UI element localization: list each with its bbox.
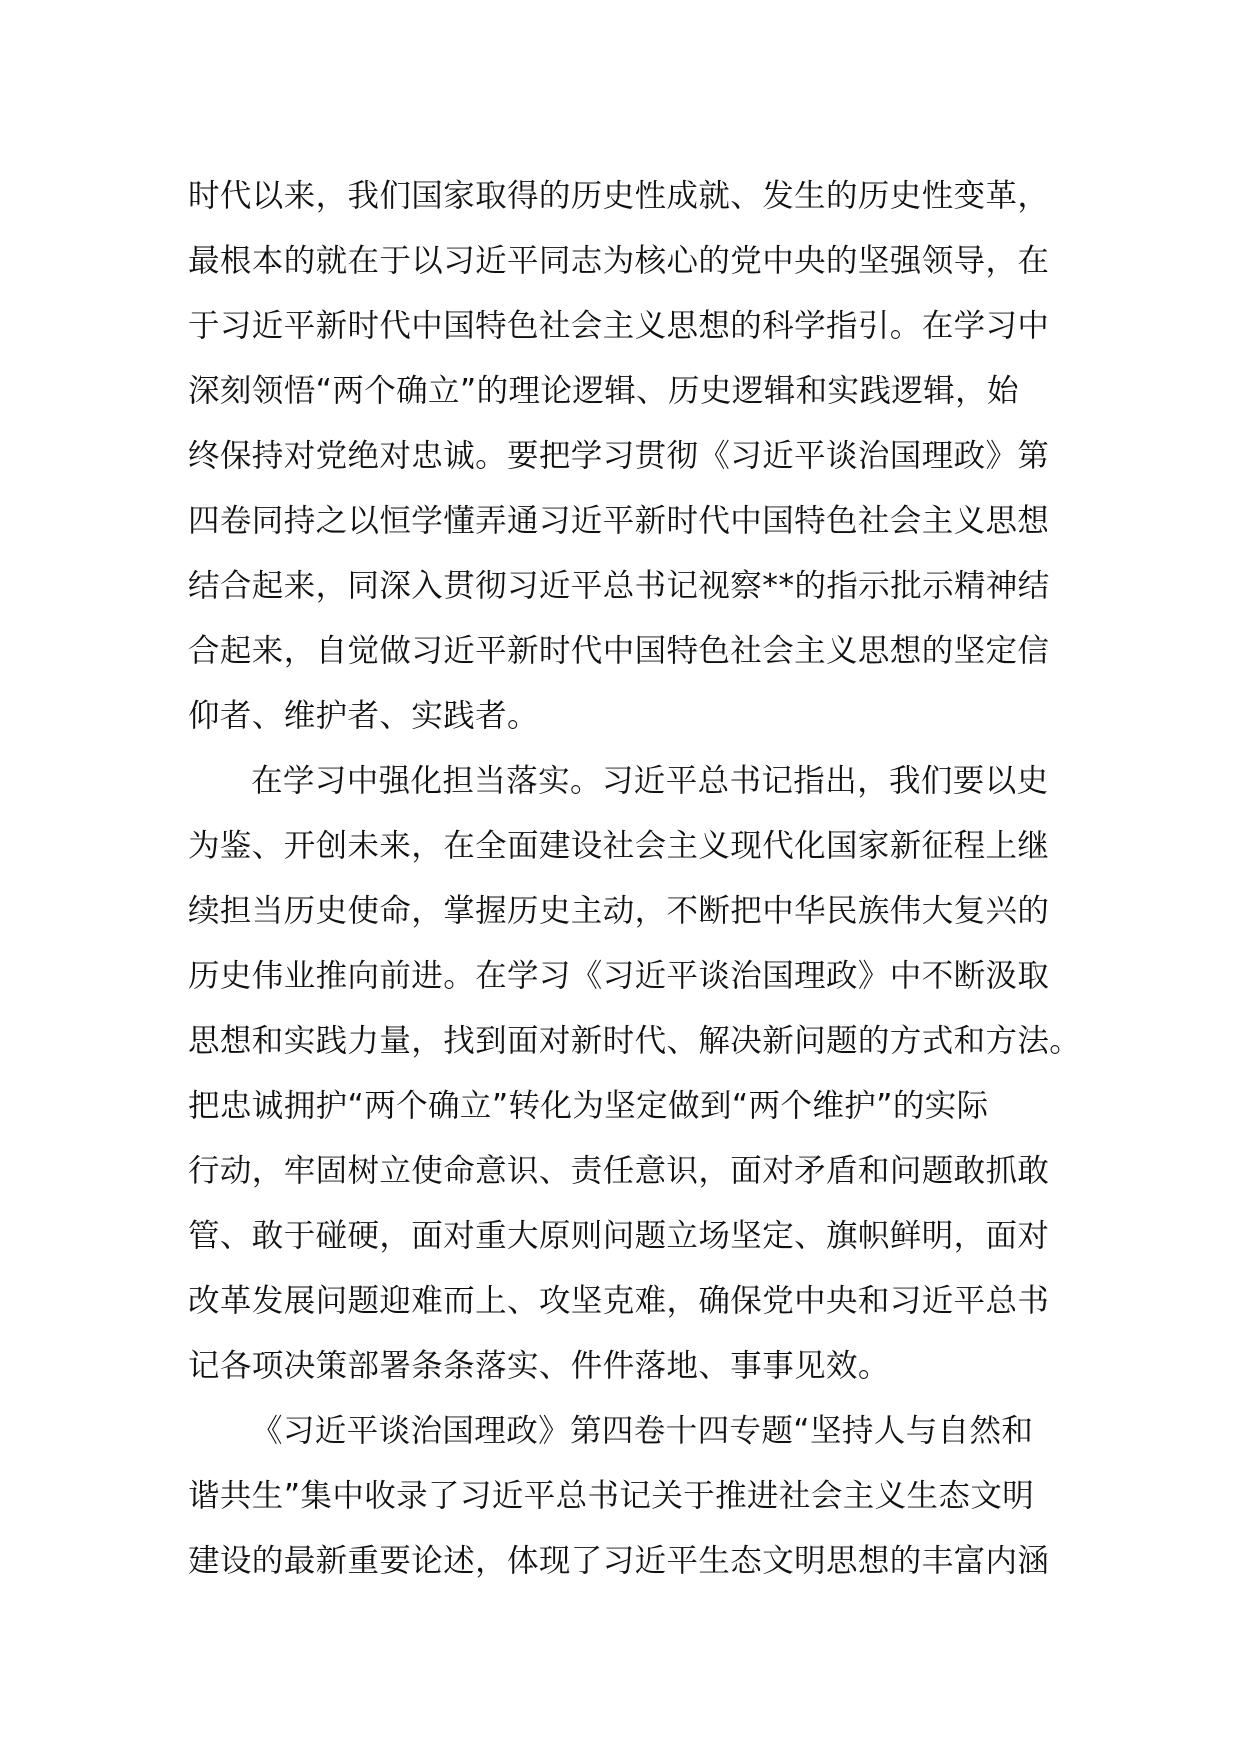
paragraph-start-line: 《习近平谈治国理政》第四卷十四专题“坚持人与自然和: [251, 1413, 1034, 1449]
text-line: 合起来，自觉做习近平新时代中国特色社会主义思想的坚定信: [188, 633, 1050, 669]
text-line: 管、敢于碰硬，面对重大原则问题立场坚定、旗帜鲜明，面对: [188, 1218, 1050, 1254]
text-line: 思想和实践力量，找到面对新时代、解决新问题的方式和方法。: [188, 1023, 1082, 1059]
text-line: 记各项决策部署条条落实、件件落地、事事见效。: [188, 1348, 890, 1384]
text-line: 把忠诚拥护“两个确立”转化为坚定做到“两个维护”的实际: [188, 1088, 989, 1124]
body-text: [188, 164, 1082, 1594]
text-line: 结合起来，同深入贯彻习近平总书记视察**的指示批示精神结: [188, 568, 1050, 604]
text-line: 建设的最新重要论述，体现了习近平生态文明思想的丰富内涵: [188, 1543, 1050, 1579]
text-line: 为鉴、开创未来，在全面建设社会主义现代化国家新征程上继: [188, 828, 1050, 864]
text-line: 时代以来，我们国家取得的历史性成就、发生的历史性变革，: [188, 178, 1050, 214]
text-line: 历史伟业推向前进。在学习《习近平谈治国理政》中不断汲取: [188, 958, 1050, 994]
paragraph-start-line: 在学习中强化担当落实。习近平总书记指出，我们要以史: [251, 763, 1049, 799]
text-line: 深刻领悟“两个确立”的理论逻辑、历史逻辑和实践逻辑，始: [188, 373, 1019, 409]
text-line: 最根本的就在于以习近平同志为核心的党中央的坚强领导，在: [188, 243, 1050, 279]
text-line: 改革发展问题迎难而上、攻坚克难，确保党中央和习近平总书: [188, 1283, 1050, 1319]
text-line: 四卷同持之以恒学懂弄通习近平新时代中国特色社会主义思想: [188, 503, 1050, 539]
text-line: 行动，牢固树立使命意识、责任意识，面对矛盾和问题敢抓敢: [188, 1153, 1050, 1189]
text-line: 于习近平新时代中国特色社会主义思想的科学指引。在学习中: [188, 308, 1050, 344]
text-line: 终保持对党绝对忠诚。要把学习贯彻《习近平谈治国理政》第: [188, 438, 1050, 474]
text-line: 谐共生”集中收录了习近平总书记关于推进社会主义生态文明: [188, 1478, 1035, 1514]
text-line: 续担当历史使命，掌握历史主动，不断把中华民族伟大复兴的: [188, 893, 1050, 929]
text-line: 仰者、维护者、实践者。: [188, 698, 539, 734]
